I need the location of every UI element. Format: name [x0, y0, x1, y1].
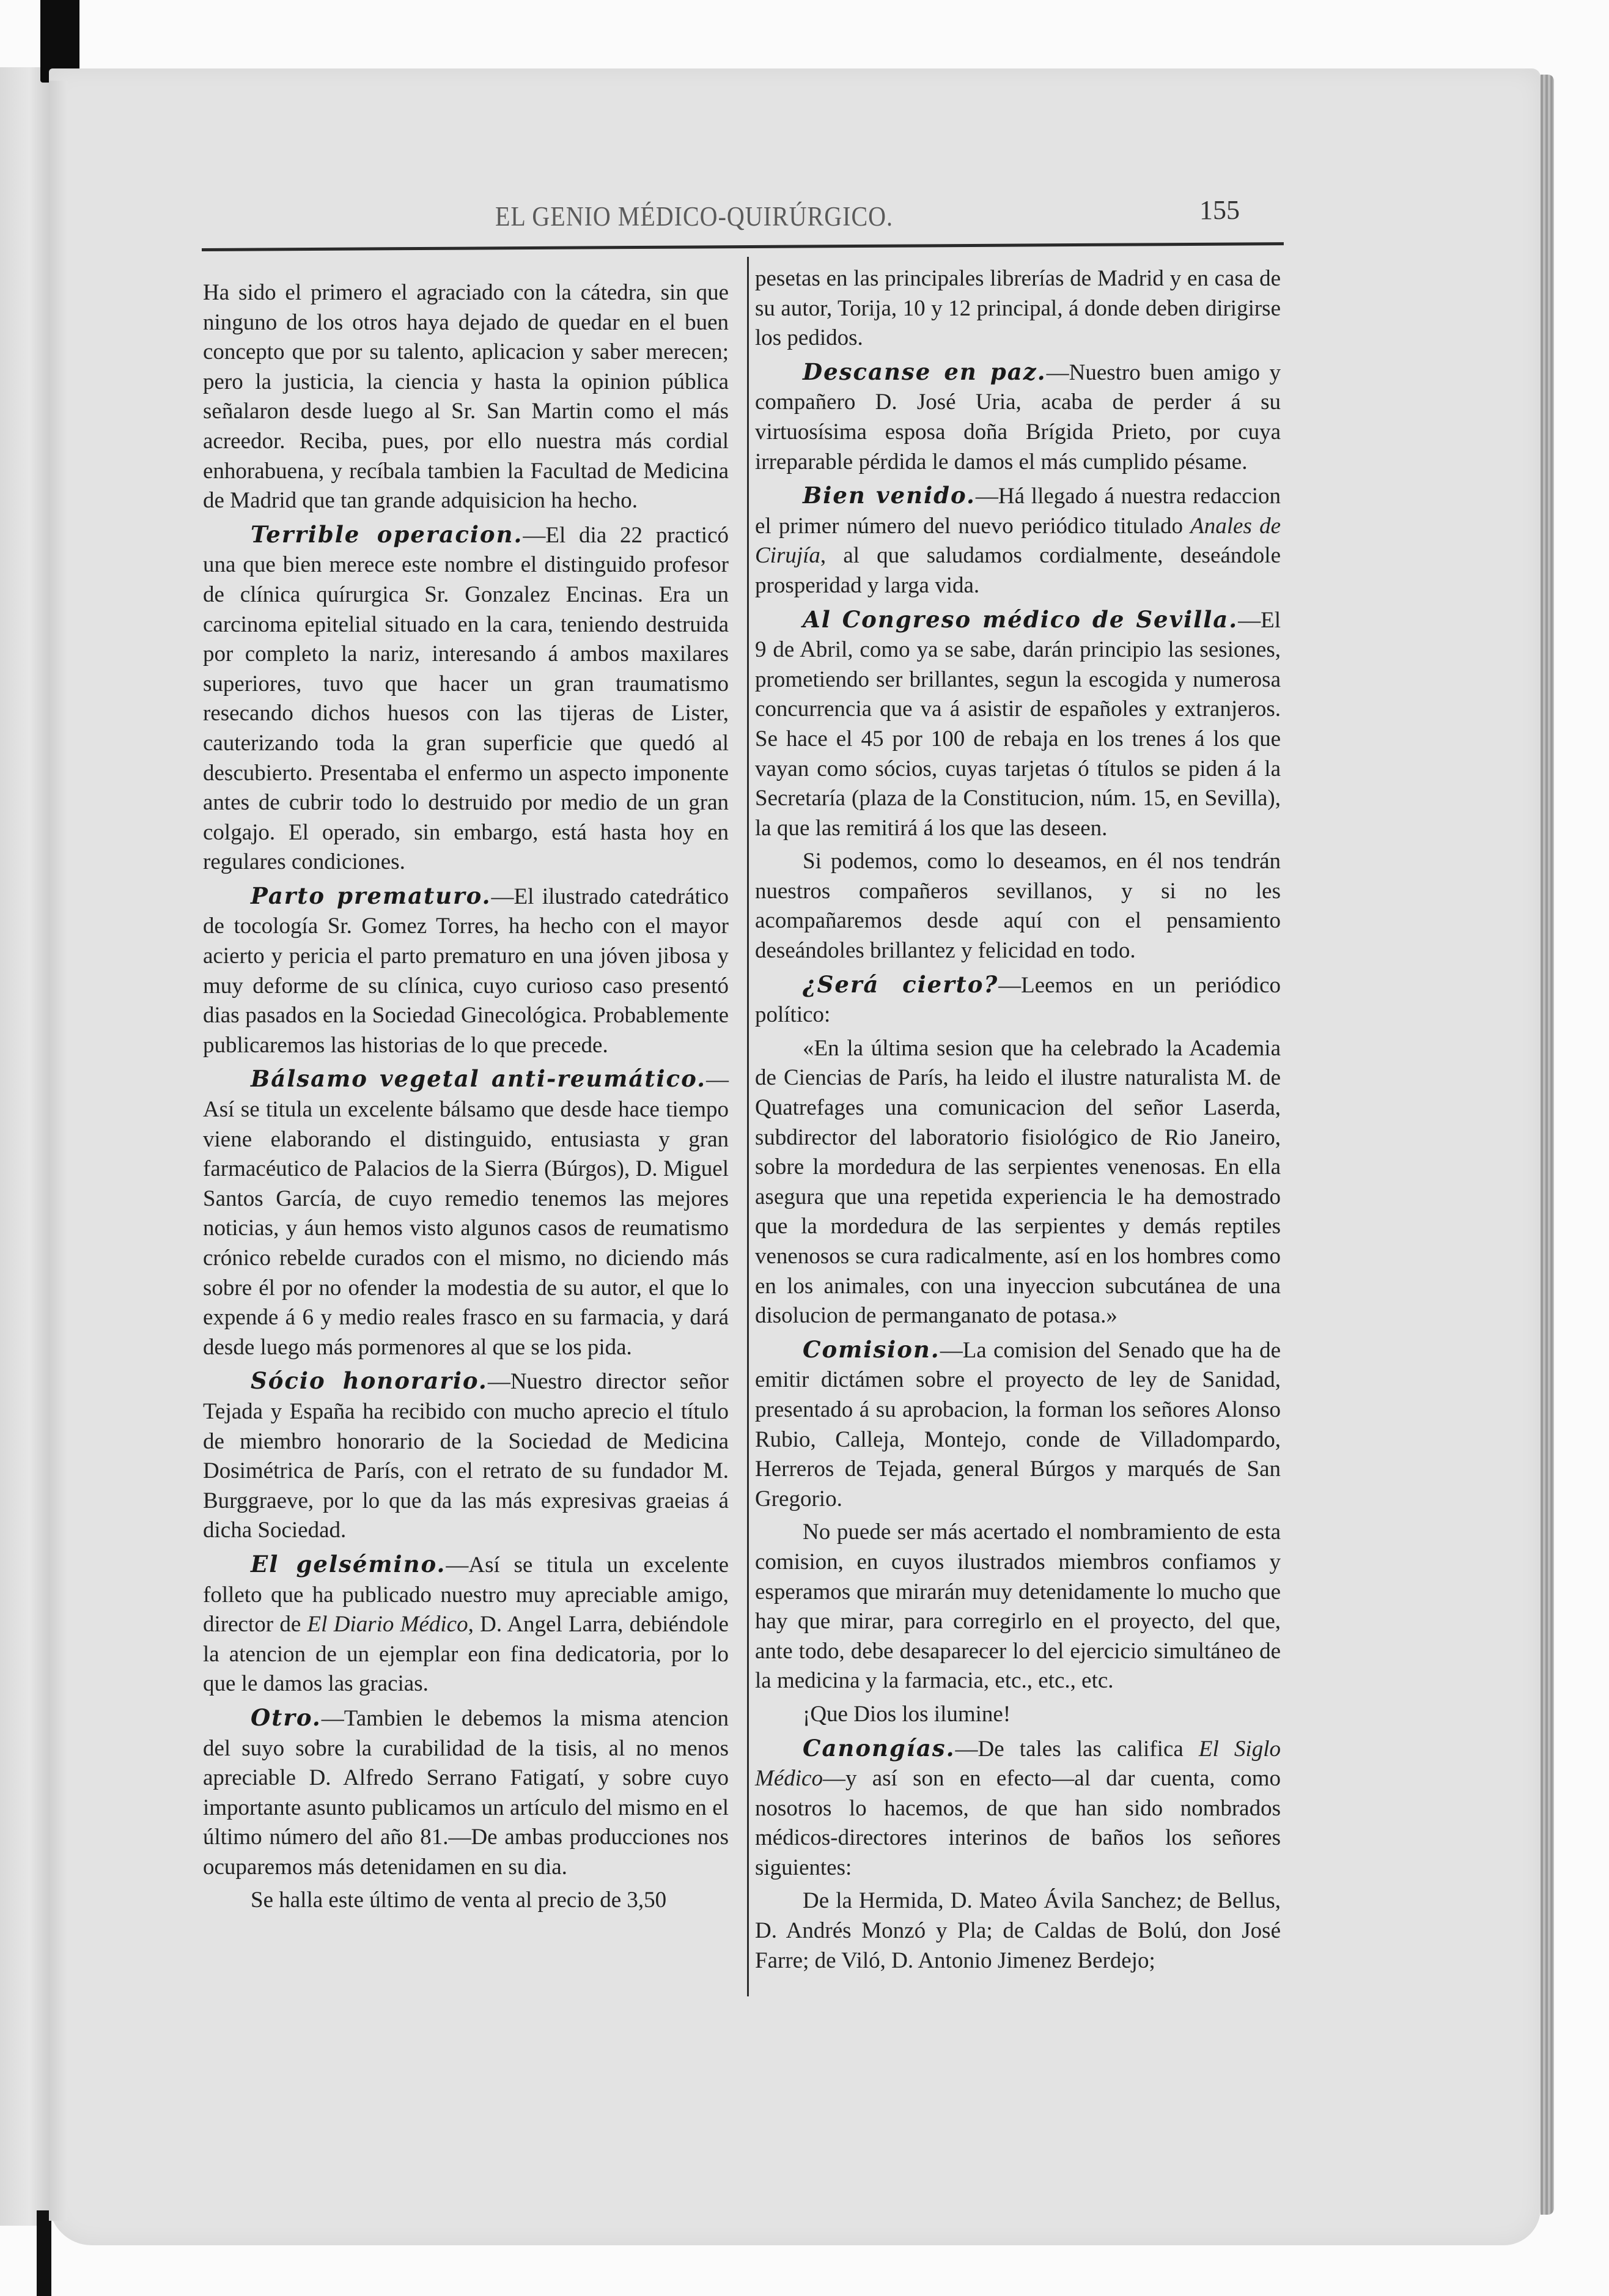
paragraph-text: Se halla este último de venta al precio de 3,50: [251, 1888, 667, 1913]
paragraph: [755, 264, 1281, 353]
quotation: [755, 1034, 1281, 1331]
news-item: [755, 357, 1281, 477]
publication-title: Anales de Cirujía: [755, 513, 1281, 569]
paragraph: [755, 1700, 1281, 1730]
item-text: —Há llegado á nuestra redaccion el primer número del nuevo periódico titulado: [755, 484, 1281, 539]
news-item: [755, 970, 1281, 1030]
item-text: —Nuestro buen amigo y compañero D. José Uria, acaba de perder á su virtuosísima esposa doña Brígida Prieto, por cuya irreparable pérdida le damos el más cumplido pésame.: [755, 360, 1281, 474]
quotation-text: «En la última sesion que ha celebrado la Academia de Ciencias de París, ha leido el ilustre naturalista M. de Quatrefages una comunicacion del señor Laserda, subdirector del laboratorio fisiológico de Rio Janeiro, sobre la mordedura de las serpientes venenosas. En ella asegura que una repetida experiencia le ha demostrado que la mordedura de las serpientes y demás reptiles venenosos se cura radicalmente, así en los hombres como en los animales, con una inyeccion subcutánea de una disolucion de permanganato de potasa.»: [755, 1035, 1281, 1329]
right-column: [755, 264, 1281, 1976]
page-number: 155: [1199, 195, 1240, 225]
item-heading: Parto prematuro.: [251, 882, 492, 909]
paragraph: [203, 1886, 729, 1916]
news-item: [203, 520, 729, 877]
news-item: [755, 605, 1281, 844]
left-column: [203, 278, 729, 1916]
news-item: [755, 1733, 1281, 1883]
item-heading: Bien venido.: [803, 482, 976, 509]
item-heading: Canongías.: [803, 1734, 955, 1762]
item-heading: El gelsémino.: [251, 1550, 446, 1578]
item-text: , al que saludamos cordialmente, deseándole prosperidad y larga vida.: [755, 543, 1281, 598]
item-text: —Así se titula un excelente folleto que ha publicado nuestro muy apreciable amigo, director de: [203, 1552, 729, 1637]
news-item: [755, 1335, 1281, 1515]
paragraph: [755, 847, 1281, 965]
item-text: —Tambien le debemos la misma atencion del suyo sobre la curabilidad de la tisis, al no menos apreciable D. Alfredo Serrano Fatigatí, y sobre cuyo importante asunto publicamos un artículo del mismo en el último número del año 81.—De ambas producciones nos ocuparemos más detenidamen en su dia.: [203, 1705, 729, 1880]
news-item: [203, 1549, 729, 1699]
item-heading: Comision.: [803, 1335, 940, 1363]
page-gutter: [49, 81, 67, 2221]
item-text: —Así se titula un excelente bálsamo que desde hace tiempo viene elaborando el distinguido, entusiasta y gran farmacéutico de Palacios de la Sierra (Búrgos), D. Miguel Santos García, de cuyo remedio tenemos las mejores noticias, y áun hemos visto algunos casos de reumatismo crónico rebelde curados con el mismo, no diciendo más sobre él por no ofender la modestia de su autor, el que lo expende á 6 y medio reales frasco en su farmacia, y dará desde luego más pormenores al que se los pida.: [203, 1067, 729, 1360]
paragraph-text: Ha sido el primero el agraciado con la cátedra, sin que ninguno de los otros haya dejado de quedar en el buen concepto que por su talento, aplicacion y saber merecen; pero la justicia, la ciencia y hasta la opinion pública señalaron desde luego al Sr. San Martin como el más acreedor. Reciba, pues, por ello nuestra más cordial enhorabuena, y recíbala tambien la Facultad de Medicina de Madrid que tan grande adquisicion ha hecho.: [203, 280, 729, 514]
paragraph: [755, 1518, 1281, 1696]
item-heading: Otro.: [251, 1704, 322, 1731]
item-text: , D. Angel Larra, debiéndole la atencion de un ejemplar eon fina dedicatoria, por lo que le damos las gracias.: [203, 1612, 729, 1697]
item-heading: Descanse en paz.: [803, 358, 1047, 385]
news-item: [755, 481, 1281, 600]
page-stack-edge: [1541, 75, 1554, 2215]
bookmark-ribbon-bottom: [37, 2210, 51, 2296]
paragraph: [755, 1886, 1281, 1976]
item-text: —La comision del Senado que ha de emitir dictámen sobre el proyecto de ley de Sanidad, presentado á su aprobacion, la forman los señores Alonso Rubio, Calleja, Montejo, conde de Villadompardo, Herreros de Tejada, general Búrgos y marqués de San Gregorio.: [755, 1337, 1281, 1512]
news-item: [203, 881, 729, 1061]
paragraph-text: De la Hermida, D. Mateo Ávila Sanchez; de Bellus, D. Andrés Monzó y Pla; de Caldas de Bolú, don José Farre; de Viló, D. Antonio Jimenez Berdejo;: [755, 1888, 1281, 1973]
item-text: —El 9 de Abril, como ya se sabe, darán principio las sesiones, prometiendo ser brillantes, segun la escogida y numerosa concurrencia que va á asistir de españoles y extranjeros. Se hace el 45 por 100 de rebaja en los trenes á los que vayan como sócios, cuyas tarjetas ó títulos se piden á la Secretaría (plaza de la Constitucion, núm. 15, en Sevilla), la que las remitirá á los que las deseen.: [755, 607, 1281, 841]
item-text: —Leemos en un periódico político:: [755, 972, 1281, 1028]
news-item: [203, 1064, 729, 1362]
item-text: —Nuestro director señor Tejada y España ha recibido con mucho aprecio el título de miembro honorario de la Sociedad de Medicina Dosimétrica de París, con el retrato de su fundador M. Burggraeve, por lo que da las más expresivas graeias á dicha Sociedad.: [203, 1369, 729, 1543]
column-divider: [747, 257, 749, 1996]
item-heading: Sócio honorario.: [251, 1367, 488, 1395]
news-item: [203, 1703, 729, 1883]
publication-title: El Diario Médico: [307, 1612, 468, 1637]
item-heading: Al Congreso médico de Sevilla.: [803, 605, 1239, 633]
item-text: —y así son en efecto—al dar cuenta, como nosotros lo hacemos, de que han sido nombrados médicos-directores interinos de baños los señores siguientes:: [755, 1766, 1281, 1880]
paragraph-text: Si podemos, como lo deseamos, en él nos tendrán nuestros compañeros sevillanos, y si no les acompañaremos desde aquí con el pensamiento deseándoles brillantez y felicidad en todo.: [755, 849, 1281, 964]
item-text: —El dia 22 practicó una que bien merece este nombre el distinguido profesor de clínica quírurgica Sr. Gonzalez Encinas. Era un carcinoma epitelial situado en la cara, teniendo destruida por completo la nariz, interesando á ambos maxilares superiores, tuvo que hacer un gran traumatismo resecando dichos huesos con las tijeras de Lister, cauterizando toda la gran superficie que quedó al descubierto. Presentaba el enfermo un aspecto imponente antes de cubrir todo lo destruido por medio de un gran colgajo. El operado, sin embargo, está hasta hoy en regulares condiciones.: [203, 522, 729, 875]
publication-title: El Siglo Médico: [755, 1736, 1281, 1792]
paragraph: [203, 278, 729, 516]
paragraph-text: pesetas en las principales librerías de Madrid y en casa de su autor, Torija, 10 y 12 principal, á donde deben dirigirse los pedidos.: [755, 266, 1281, 351]
item-heading: ¿Será cierto?: [803, 970, 999, 998]
item-text: —De tales las califica: [955, 1736, 1199, 1762]
item-text: —El ilustrado catedrático de tocología Sr. Gomez Torres, ha hecho con el mayor acierto y pericia el parto prematuro en una jóven jibosa y muy deforme de su clínica, cuyo curioso caso presentó dias pasados en la Sociedad Ginecológica. Probablemente publicaremos las historias de lo que precede.: [203, 884, 729, 1058]
running-title: EL GENIO MÉDICO-QUIRÚRGICO.: [495, 200, 894, 232]
item-heading: Terrible operacion.: [251, 520, 523, 548]
paragraph-text: No puede ser más acertado el nombramiento de esta comision, en cuyos ilustrados miembros confiamos y esperamos que mirarán muy detenidamente lo mucho que hay que mirar, para corregirlo en el proyecto, del que, ante todo, debe desaparecer lo del ejercicio simultáneo de la medicina y la farmacia, etc., etc., etc.: [755, 1519, 1281, 1694]
previous-page-edge: [0, 67, 49, 2226]
item-heading: Bálsamo vegetal anti-reumático.: [251, 1065, 706, 1093]
news-item: [203, 1366, 729, 1546]
paragraph-text: ¡Que Dios los ilumine!: [803, 1701, 1011, 1727]
